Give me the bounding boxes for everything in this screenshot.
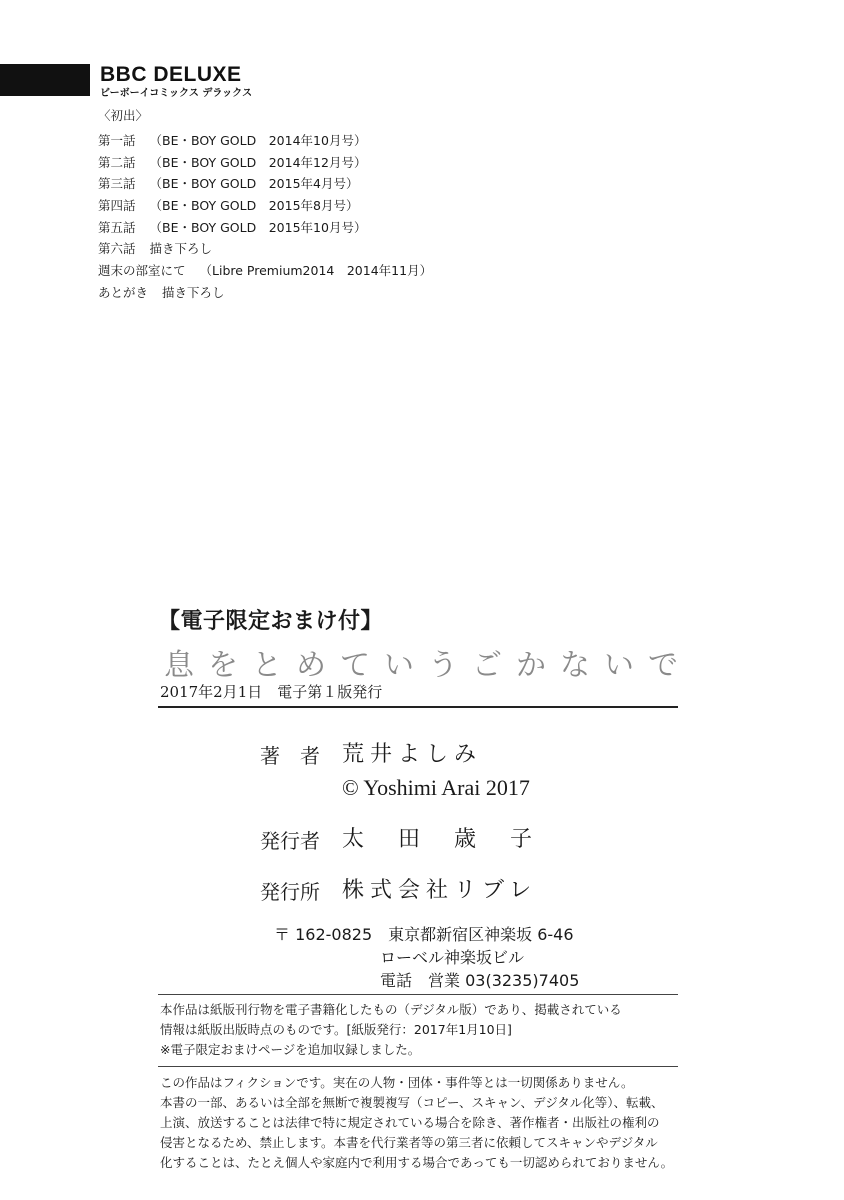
author-name: 荒井よしみ [342, 742, 483, 767]
phone-line: 電話 営業 03(3235)7405 [380, 971, 580, 990]
brand-bar [0, 64, 90, 96]
first-appearance-heading: 〈初出〉 [98, 108, 149, 123]
episode-source: （Libre Premium2014 2014年11月） [199, 263, 433, 279]
edition-note: 本作品は紙版刊行物を電子書籍化したもの（デジタル版）であり、掲載されている [160, 1002, 622, 1017]
legal-text: 化することは、たとえ個人や家庭内で利用する場合であっても一切認められておりません。 [160, 1155, 674, 1170]
list-item [98, 217, 432, 239]
address-line: 〒 162-0825 東京都新宿区神楽坂 6-46 [274, 925, 574, 944]
episode-label: 第一話 [98, 133, 136, 148]
episode-label: 第五話 [98, 219, 136, 235]
list-item [98, 195, 432, 217]
company-name: 株式会社リブレ [342, 878, 538, 903]
episode-source: （BE・BOY GOLD 2015年10月号） [149, 219, 367, 235]
first-appearance-list [98, 130, 432, 304]
legal-text: 本書の一部、あるいは全部を無断で複製複写（コピー、スキャン、デジタル化等）、転載、 [160, 1095, 664, 1110]
divider [158, 994, 678, 995]
brand-logo-title: BBC DELUXE [100, 63, 242, 86]
episode-source: 描き下ろし [162, 284, 225, 300]
bonus-label: 【電子限定おまけ付】 [158, 609, 384, 634]
legal-text: 侵害となるため、禁止します。本書を代行業者等の第三者に依頼してスキャンやデジタル [160, 1135, 658, 1150]
publication-date: 2017年2月1日 電子第１版発行 [160, 683, 383, 701]
episode-label: 第四話 [98, 198, 136, 214]
episode-label: 第六話 [98, 241, 136, 257]
divider [158, 706, 678, 708]
list-item [98, 282, 432, 304]
episode-source: （BE・BOY GOLD 2014年10月号） [149, 133, 367, 148]
author-role: 著 者 [260, 744, 320, 768]
list-item [98, 152, 432, 174]
address-line: ローベル神楽坂ビル [380, 948, 525, 967]
copyright: © Yoshimi Arai 2017 [342, 775, 530, 800]
legal-text: この作品はフィクションです。実在の人物・団体・事件等とは一切関係ありません。 [160, 1075, 634, 1090]
episode-label: あとがき [98, 284, 149, 300]
edition-note: 情報は紙版出版時点のものです。[紙版発行：2017年1月10日] [160, 1022, 512, 1037]
episode-source: 描き下ろし [149, 241, 213, 257]
list-item [98, 173, 432, 195]
list-item [98, 260, 432, 282]
publisher-name: 太 田 歳 子 [342, 827, 539, 852]
episode-label: 週末の部室にて [98, 263, 186, 279]
episode-label: 第三話 [98, 176, 136, 192]
episode-source: （BE・BOY GOLD 2015年8月号） [149, 198, 359, 214]
list-item [98, 238, 432, 260]
episode-source: （BE・BOY GOLD 2014年12月号） [149, 154, 367, 170]
book-title: 息をとめていうごかないで [164, 648, 692, 683]
edition-note: ※電子限定おまけページを追加収録しました。 [160, 1042, 421, 1057]
company-role: 発行所 [260, 880, 320, 904]
brand-logo-subtitle: ビーボーイコミックス デラックス [100, 88, 253, 99]
list-item [98, 130, 432, 152]
divider [158, 1066, 678, 1067]
episode-label: 第二話 [98, 154, 136, 170]
publisher-role: 発行者 [260, 829, 320, 853]
legal-text: 上演、放送することは法律で特に規定されている場合を除き、著作権者・出版社の権利の [160, 1115, 660, 1130]
episode-source: （BE・BOY GOLD 2015年4月号） [149, 176, 359, 192]
